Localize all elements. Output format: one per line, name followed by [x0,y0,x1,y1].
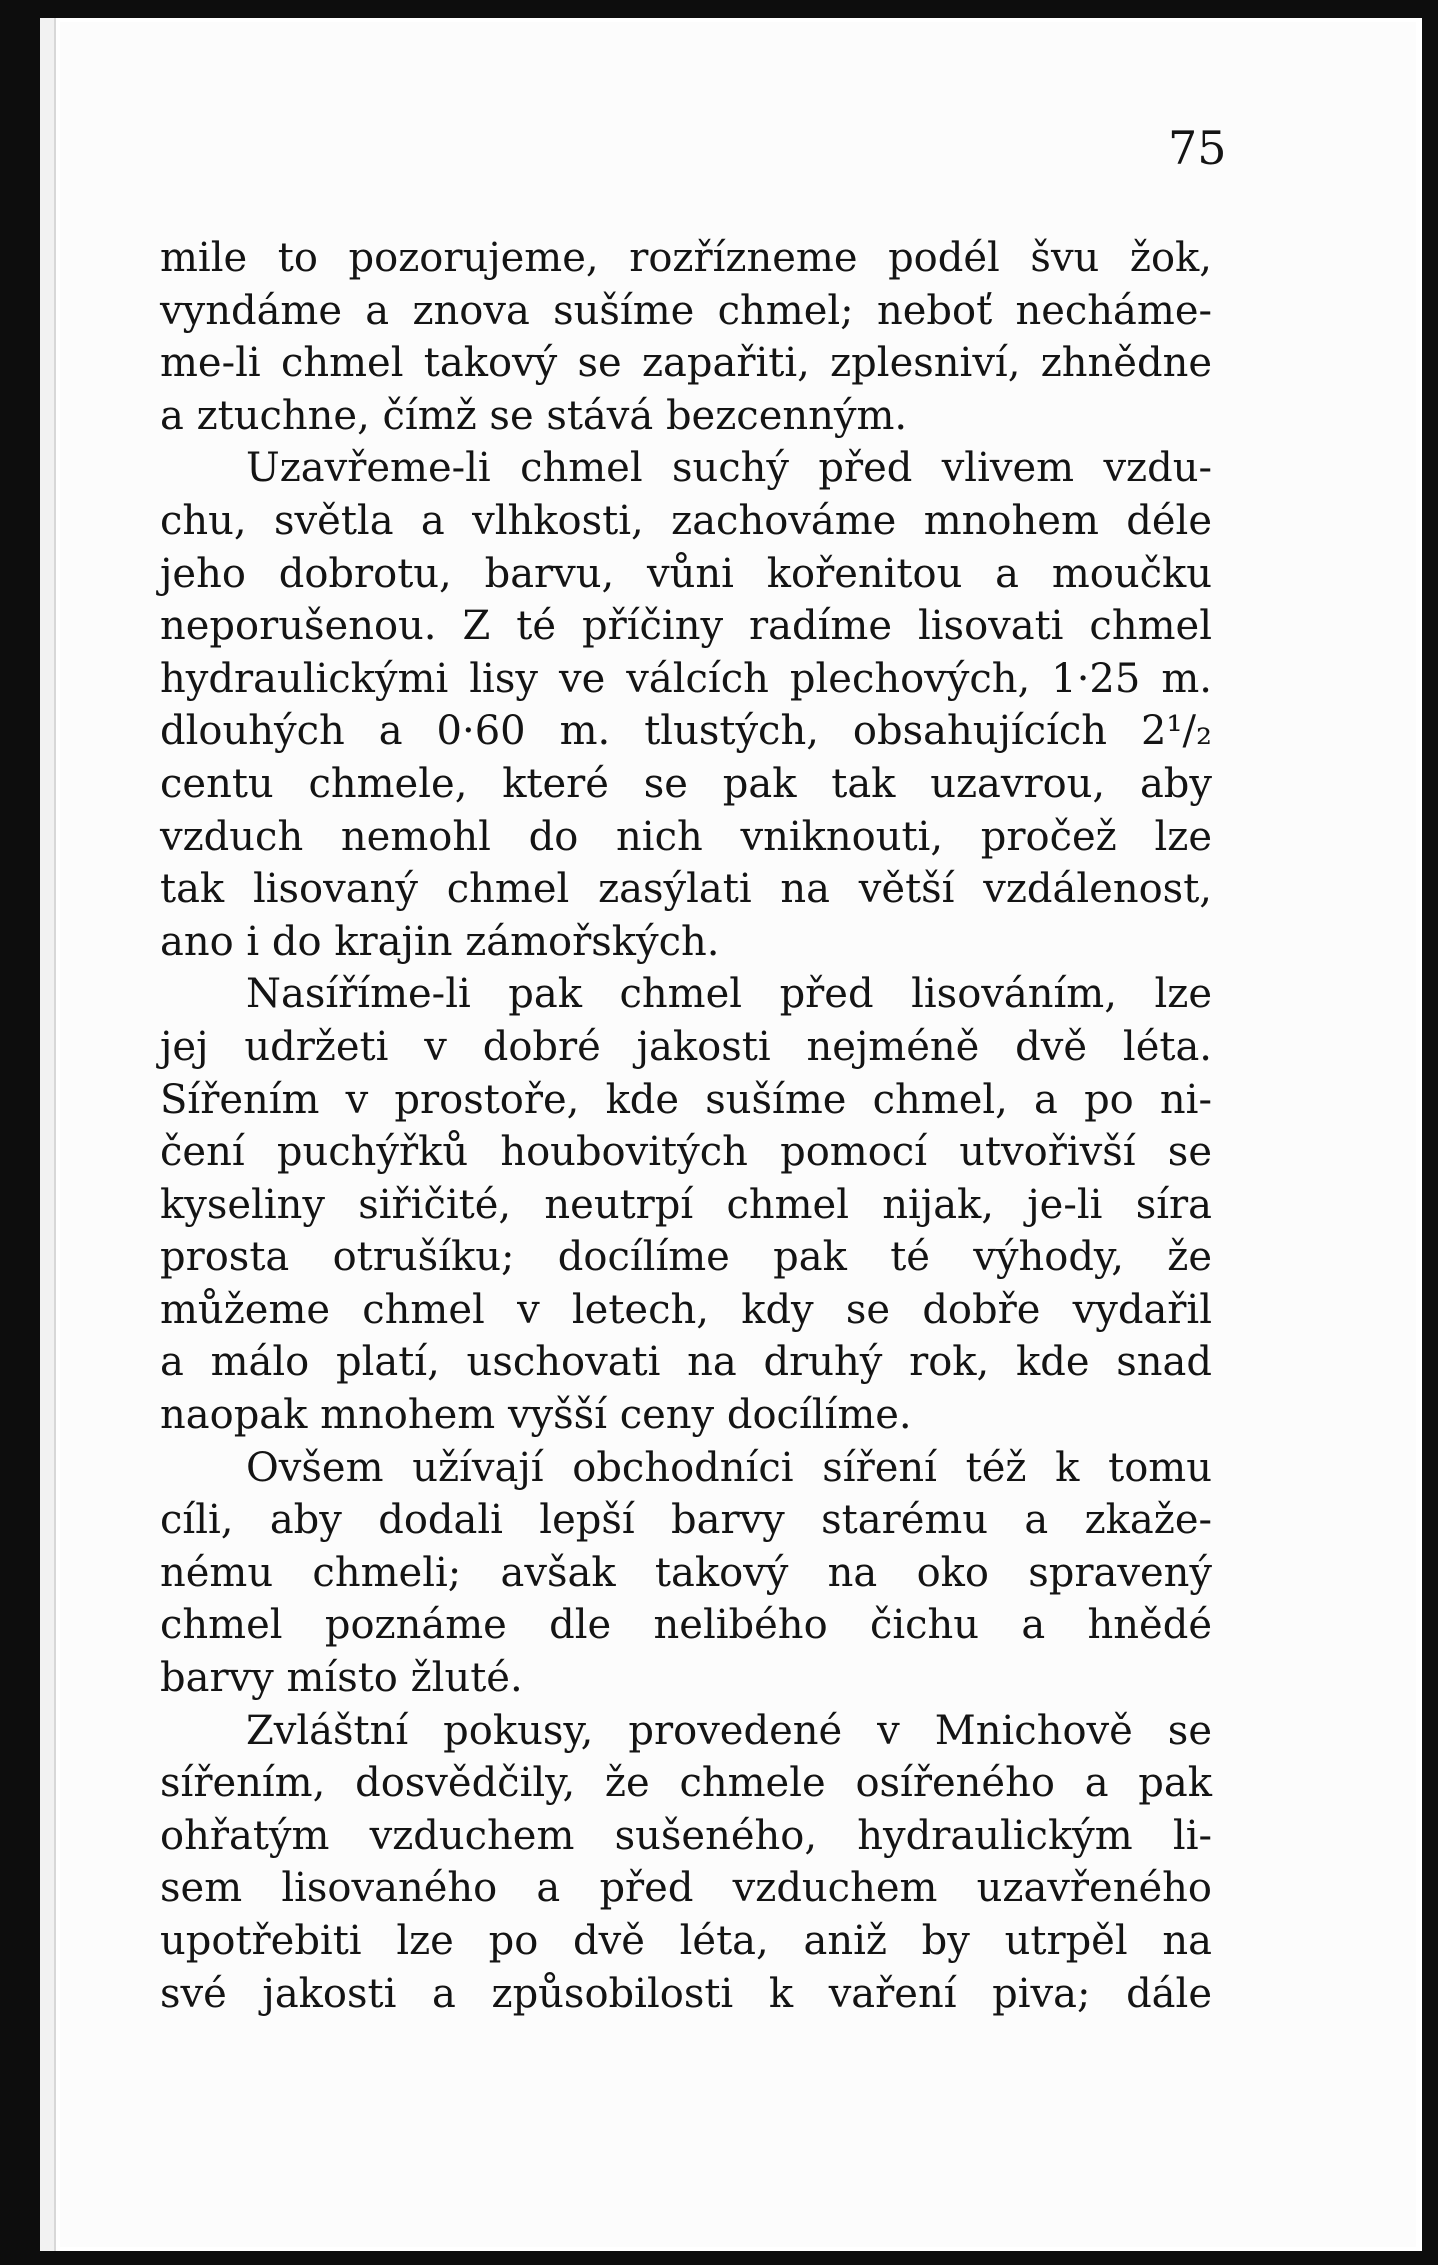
text-line: kyseliny siřičité, neutrpí chmel nijak, je-li síra [160,1181,1212,1228]
text-line: ohřatým vzduchem sušeného, hydraulickým li- [160,1812,1212,1859]
text-line: jej udržeti v dobré jakosti nejméně dvě léta. [160,1023,1212,1070]
text-line: barvy místo žluté. [160,1655,523,1702]
text-line: chmel poznáme dle nelibého čichu a hnědé [160,1602,1212,1649]
text-line: čení puchýřků houbovitých pomocí utvořivší se [160,1129,1212,1176]
text-line: a ztuchne, čímž se stává bezcenným. [160,392,908,439]
body-text [160,232,1212,2020]
book-binding-edge [40,18,56,2251]
text-line: tak lisovaný chmel zasýlati na větší vzdálenost, [160,866,1212,913]
text-line: hydraulickými lisy ve válcích plechových, 1·25 m. [160,655,1212,702]
text-line: Ovšem užívají obchodníci síření též k tomu [246,1444,1212,1491]
text-line: Zvláštní pokusy, provedené v Mnichově se [246,1707,1212,1754]
text-line: ano i do krajin zámořských. [160,918,720,965]
text-line: vzduch nemohl do nich vniknouti, pročež lze [160,813,1212,860]
text-line: vyndáme a znova sušíme chmel; neboť necháme- [160,287,1212,334]
text-line: své jakosti a způsobilosti k vaření piva; dále [160,1970,1212,2017]
text-line: naopak mnohem vyšší ceny docílíme. [160,1392,912,1439]
text-line: centu chmele, které se pak tak uzavrou, aby [160,760,1212,807]
text-line: neporušenou. Z té příčiny radíme lisovati chmel [160,603,1212,650]
text-line: me-li chmel takový se zapařiti, zplesniví, zhnědne [160,340,1212,387]
text-line: mile to pozorujeme, rozřízneme podél švu žok, [160,235,1212,281]
text-line: upotřebiti lze po dvě léta, aniž by utrpěl na [160,1918,1212,1964]
page-number: 75 [1168,121,1227,175]
text-line: sem lisovaného a před vzduchem uzavřeného [160,1865,1212,1912]
text-line: Uzavřeme-li chmel suchý před vlivem vzdu- [246,445,1212,492]
text-line: Nasíříme-li pak chmel před lisováním, lze [246,971,1212,1018]
text-line: nému chmeli; avšak takový na oko spravený [160,1549,1212,1596]
text-line: sířením, dosvědčily, že chmele osířeného a pak [160,1760,1212,1807]
text-line: můžeme chmel v letech, kdy se dobře vydařil [160,1286,1212,1333]
text-line: Sířením v prostoře, kde sušíme chmel, a po ni- [160,1076,1212,1123]
text-line: chu, světla a vlhkosti, zachováme mnohem déle [160,497,1212,544]
text-line: dlouhých a 0·60 m. tlustých, obsahujících 2¹/₂ [160,708,1212,755]
text-line: a málo platí, uschovati na druhý rok, kde snad [160,1339,1212,1386]
text-line: cíli, aby dodali lepší barvy starému a zkaže- [160,1497,1212,1544]
text-line: prosta otrušíku; docílíme pak té výhody, že [160,1234,1212,1281]
text-line: jeho dobrotu, barvu, vůni kořenitou a moučku [160,550,1212,597]
